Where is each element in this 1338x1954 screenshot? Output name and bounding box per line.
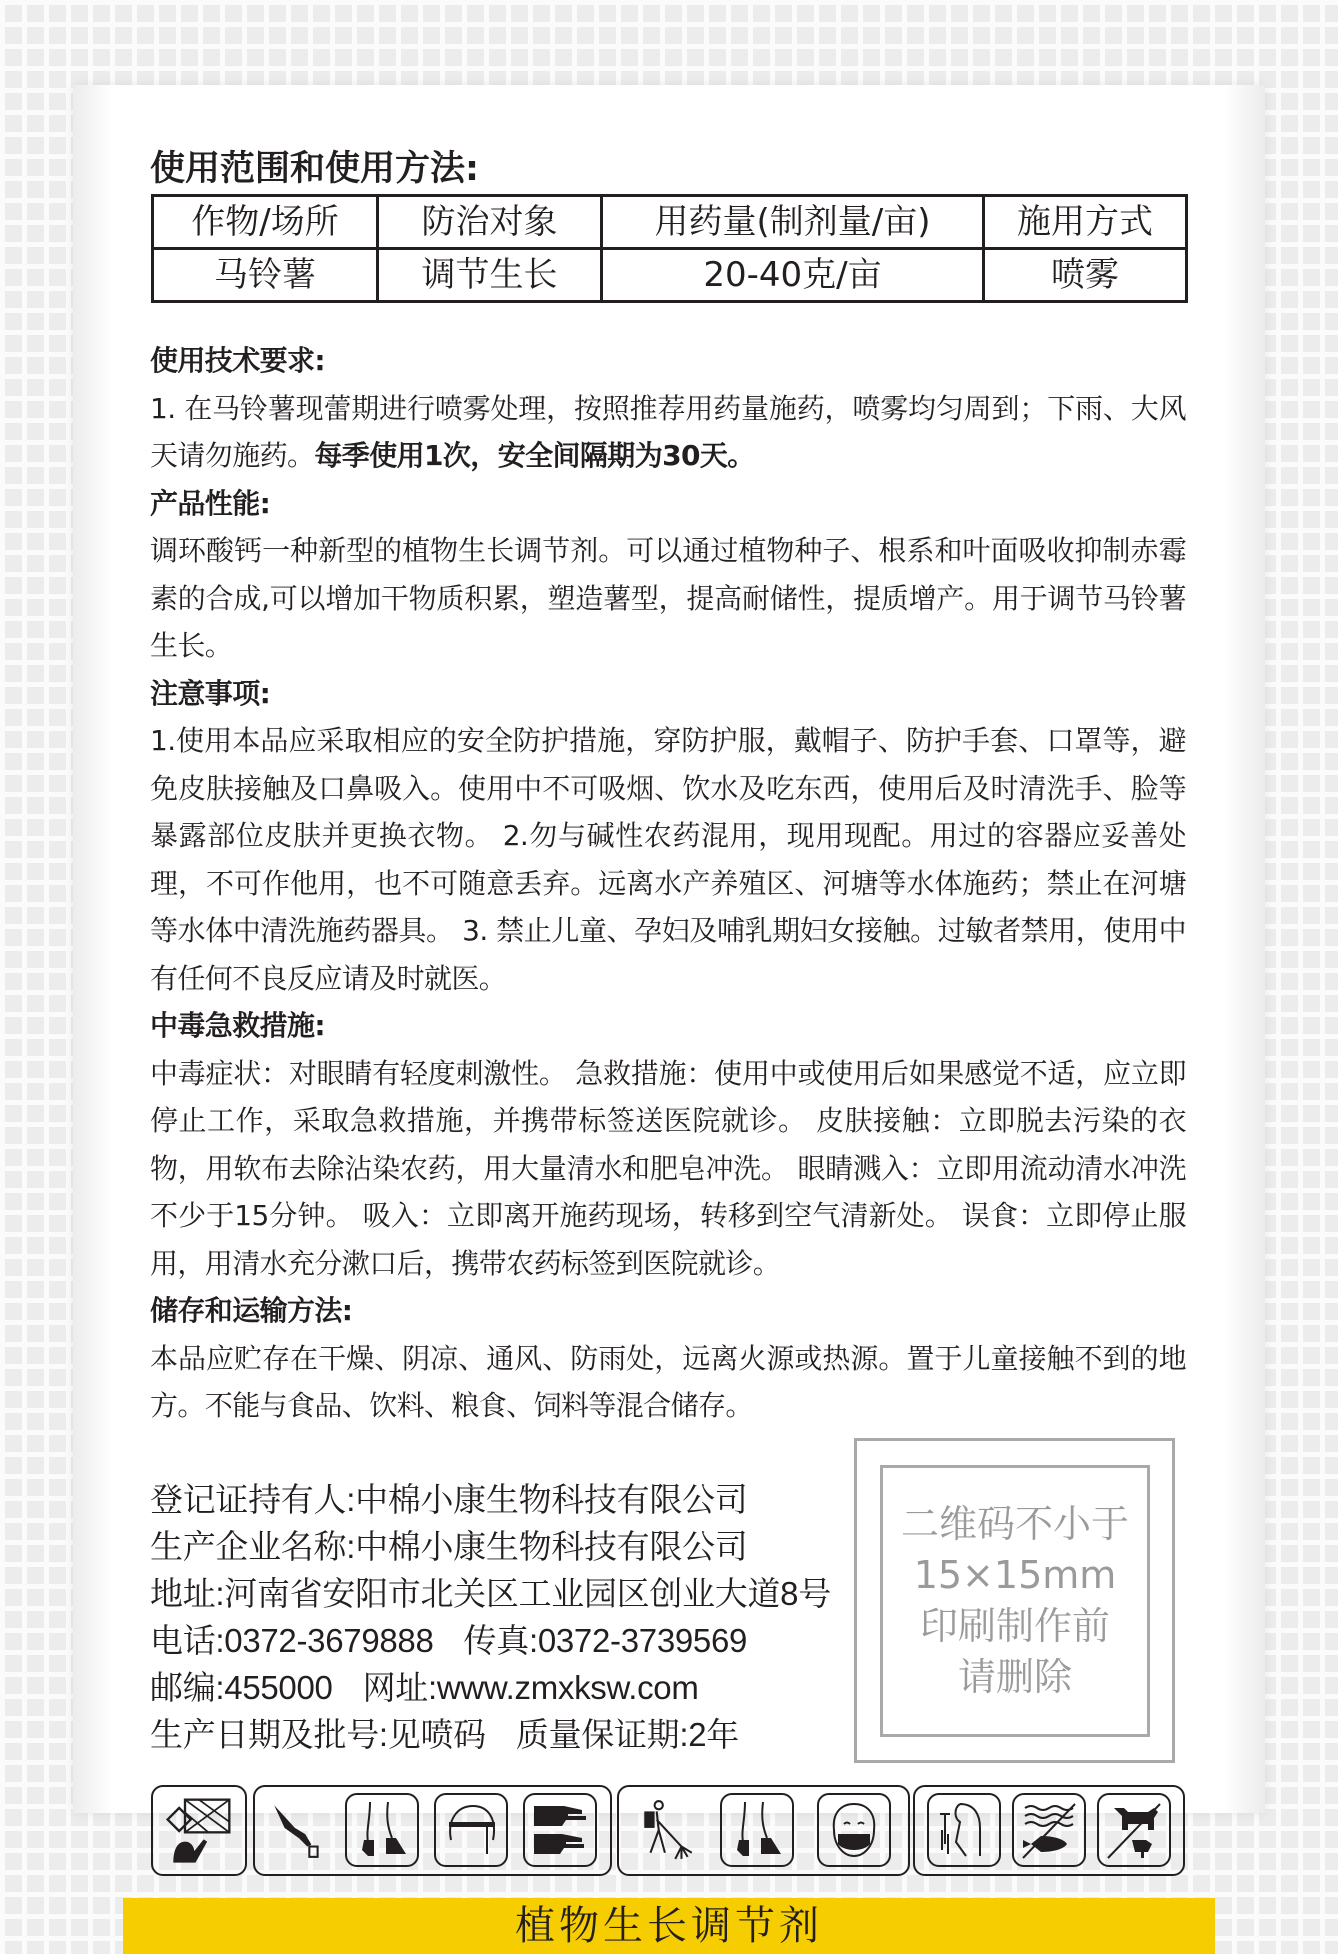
- qr-note: 印刷制作前: [919, 1603, 1110, 1648]
- warranty: 质量保证期:2年: [515, 1715, 739, 1753]
- section-text: 中毒症状：对眼睛有轻度刺激性。 急救措施：使用中或使用后如果感觉不适，应立即停止工作，采取急救措施，并携带标签送医院就诊。 皮肤接触：立即脱去污染的衣物，用软布去除沾染农药，用大量清水和肥皂冲洗。 眼睛溅入：立即用流动清水冲洗不少于15分钟。 吸入：立即离开施药现场，转移到空气清新处。 误食：立即停止服用，用清水充分漱口后，携带农药标签到医院就诊。: [150, 1056, 1186, 1280]
- wear-boots-icon: [345, 1793, 419, 1867]
- registrant: 登记证持有人:中棉小康生物科技有限公司: [150, 1480, 748, 1518]
- product-category-band: [123, 1898, 1215, 1954]
- pictogram-group-application: [617, 1785, 910, 1876]
- store-locked-away-icon: [164, 1795, 234, 1865]
- table-cell: 喷雾: [984, 249, 1187, 302]
- tech-text: 1. 在马铃薯现蕾期进行喷雾处理，按照推荐用药量施药，喷雾均匀周到；下雨、大风天请勿施药。: [150, 391, 1186, 472]
- section-firstaid: [150, 1002, 1186, 1287]
- pictogram-group-storage: [151, 1785, 247, 1876]
- table-cell: 调节生长: [378, 249, 602, 302]
- company-info: [150, 1438, 840, 1758]
- section-heading: 储存和运输方法:: [150, 1294, 353, 1327]
- section-heading: 使用技术要求:: [150, 344, 325, 377]
- tech-bold-text: 每季使用1次，安全间隔期为30天。: [314, 439, 755, 472]
- table-header-row: [153, 196, 1187, 249]
- section-performance: [150, 480, 1186, 670]
- dangerous-to-livestock-icon: [1097, 1793, 1171, 1867]
- table-header-cell: 用药量(制剂量/亩): [602, 196, 984, 249]
- section-text: 1.使用本品应采取相应的安全防护措施，穿防护服，戴帽子、防护手套、口罩等，避免皮肤接触及口鼻吸入。使用中不可吸烟、饮水及吃东西，使用后及时清洗手、脸等暴露部位皮肤并更换衣物。 2.勿与碱性农药混用，现用现配。用过的容器应妥善处理，不可作他用，也不可随意丢弃。远离水产养殖区、河塘等水体施药；禁止在河塘等水体中清洗施药器具。 3. 禁止儿童、孕妇及哺乳期妇女接触。过敏者禁用，使用中有任何不良反应请及时就医。: [150, 724, 1186, 995]
- wear-face-shield-icon: [434, 1793, 508, 1867]
- section-text: 调环酸钙一种新型的植物生长调节剂。可以通过植物种子、根系和叶面吸收抑制赤霉素的合成,可以增加干物质积累，塑造薯型，提高耐储性，提质增产。用于调节马铃薯生长。: [150, 534, 1186, 662]
- table-cell: 20-40克/亩: [602, 249, 984, 302]
- section-heading: 中毒急救措施:: [150, 1009, 325, 1042]
- section-notes: [150, 670, 1186, 1003]
- section-tech: [150, 337, 1186, 480]
- safety-pictograms: [151, 1785, 1186, 1876]
- usage-table: [151, 194, 1188, 303]
- manufacturer: 生产企业名称:中棉小康生物科技有限公司: [150, 1527, 748, 1565]
- table-header-cell: 防治对象: [378, 196, 602, 249]
- section-text: [150, 385, 1186, 480]
- label-content: [150, 146, 1186, 1954]
- wear-boots-icon: [720, 1793, 794, 1867]
- phone: 电话:0372-3679888: [150, 1621, 434, 1659]
- address: 地址:河南省安阳市北关区工业园区创业大道8号: [150, 1574, 831, 1612]
- handle-concentrate-icon: [268, 1799, 330, 1861]
- qr-note: 请删除: [957, 1654, 1072, 1699]
- section-storage: [150, 1287, 1186, 1430]
- table-cell: 马铃薯: [153, 249, 378, 302]
- fax: 传真:0372-3739569: [463, 1621, 748, 1659]
- qr-note: 二维码不小于: [900, 1501, 1129, 1546]
- company-and-qr-row: [150, 1438, 1186, 1763]
- section-text: 本品应贮存在干燥、阴凉、通风、防雨处，远离火源或热源。置于儿童接触不到的地方。不能与食品、饮料、粮食、饲料等混合储存。: [150, 1341, 1186, 1422]
- production-date: 生产日期及批号:见喷码: [150, 1715, 486, 1753]
- usage-title: 使用范围和使用方法:: [150, 149, 479, 189]
- spraying-icon: [636, 1799, 698, 1861]
- table-header-cell: 施用方式: [984, 196, 1187, 249]
- wash-after-use-icon: [927, 1793, 1001, 1867]
- dangerous-to-fish-icon: [1012, 1793, 1086, 1867]
- website: 网址:www.zmxksw.com: [362, 1668, 699, 1706]
- pictogram-group-handling: [253, 1785, 612, 1876]
- wear-gloves-icon: [523, 1793, 597, 1867]
- table-row: [153, 249, 1187, 302]
- pictogram-group-environment: [913, 1785, 1185, 1876]
- section-heading: 注意事项:: [150, 676, 271, 710]
- qr-note: 15×15mm: [913, 1552, 1117, 1597]
- qr-code-placeholder: [854, 1438, 1175, 1763]
- postcode: 邮编:455000: [150, 1668, 333, 1706]
- table-header-cell: 作物/场所: [153, 196, 378, 249]
- section-heading: 产品性能:: [150, 486, 271, 520]
- wear-mask-icon: [817, 1793, 891, 1867]
- product-category-label: 植物生长调节剂: [515, 1902, 823, 1949]
